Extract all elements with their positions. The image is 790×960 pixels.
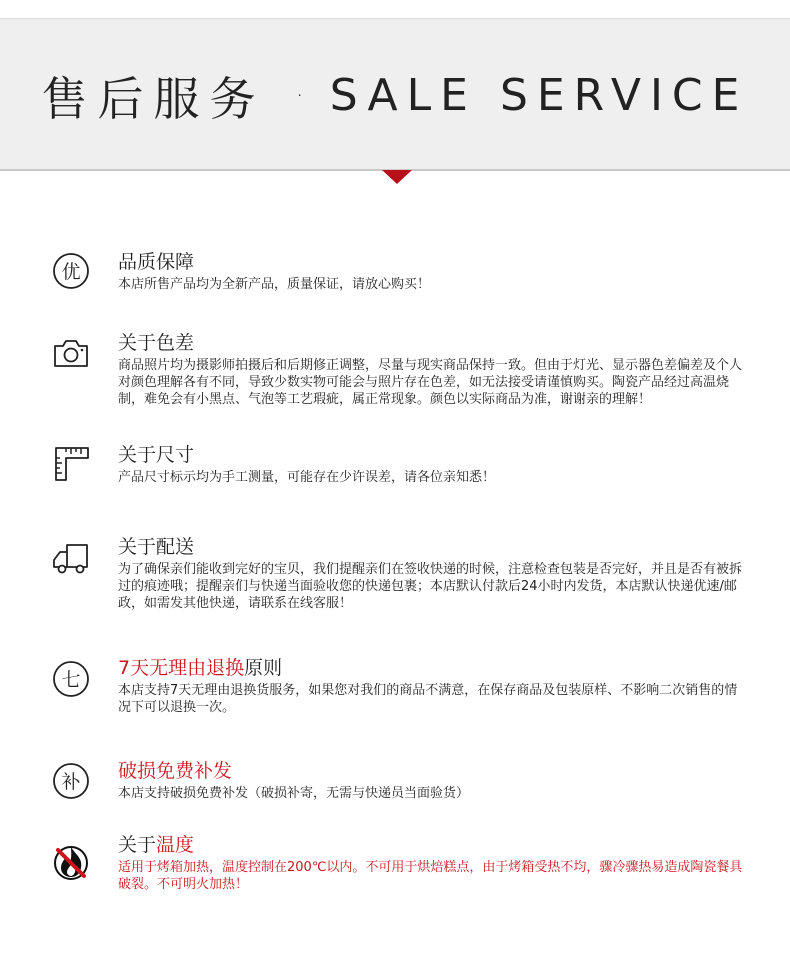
section-body: 本店所售产品均为全新产品，质量保证，请放心购买！: [118, 277, 431, 292]
section-title: [118, 656, 282, 680]
section-body: 本店支持7天无理由退换货服务，如果您对我们的商品不满意，在保存商品及包装原样、不影响二次销售的情况下可以退换一次。: [118, 683, 738, 715]
header-banner: [0, 18, 790, 171]
down-pointer-icon: [382, 170, 412, 184]
section-title: 品质保障: [118, 251, 195, 273]
section-title: [118, 833, 194, 857]
section-body: 为了确保亲们能收到完好的宝贝，我们提醒亲们在签收快递的时候，注意检查包装是否完好，并且是否有被拆过的痕迹哦；提醒亲们与快递当面验收您的快递包裹；本店默认付款后24小时内发货，本店默认快递优速/邮政，如需发其他快递，请联系在线客服！: [118, 562, 743, 611]
section-title-highlight: 7天无理由退换: [118, 657, 245, 679]
camera-icon: [52, 334, 90, 372]
replacement-icon: [52, 762, 90, 800]
section-body: 商品照片均为摄影师拍摄后和后期修正调整，尽量与现实商品保持一致。但由于灯光、显示器色差偏差及个人对颜色理解各有不同，导致少数实物可能会与照片存在色差，如无法接受请谨慎购买。陶瓷产品经过高温烧制，难免会有小黑点、气泡等工艺瑕疵，属正常现象。颜色以实际商品为准，谢谢亲的理解！: [118, 358, 743, 407]
section-title: 关于尺寸: [118, 444, 195, 466]
section-title-highlight: 破损免费补发: [118, 760, 233, 782]
section-body: 产品尺寸标示均为手工测量，可能存在少许误差，请各位亲知悉！: [118, 470, 496, 485]
section-title-rest: 原则: [244, 657, 283, 679]
title-chinese: 售后服务: [41, 71, 266, 126]
ruler-icon: [52, 445, 90, 483]
section-title: 关于色差: [118, 332, 195, 354]
seven-icon: [52, 660, 90, 698]
title-separator: ·: [295, 80, 304, 111]
banner-title: [0, 19, 790, 172]
section-body: 适用于烤箱加热，温度控制在200℃以内。不可用于烘焙糕点，由于烤箱受热不均，骤冷骤热易造成陶瓷餐具破裂。不可明火加热！: [118, 860, 743, 892]
section-title-highlight: 温度: [156, 834, 195, 856]
svg-text:补: 补: [61, 771, 81, 793]
quality-badge-icon: [52, 252, 90, 290]
delivery-truck-icon: [52, 539, 90, 577]
svg-text:优: 优: [61, 261, 81, 283]
section-title: [118, 759, 232, 783]
section-title-prefix: 关于: [118, 834, 157, 856]
section-body: 本店支持破损免费补发（破损补寄，无需与快递员当面验货）: [118, 786, 470, 801]
no-fire-icon: [52, 843, 90, 881]
svg-text:七: 七: [61, 669, 81, 691]
title-english: SALE SERVICE: [329, 70, 749, 121]
section-title: 关于配送: [118, 536, 195, 558]
